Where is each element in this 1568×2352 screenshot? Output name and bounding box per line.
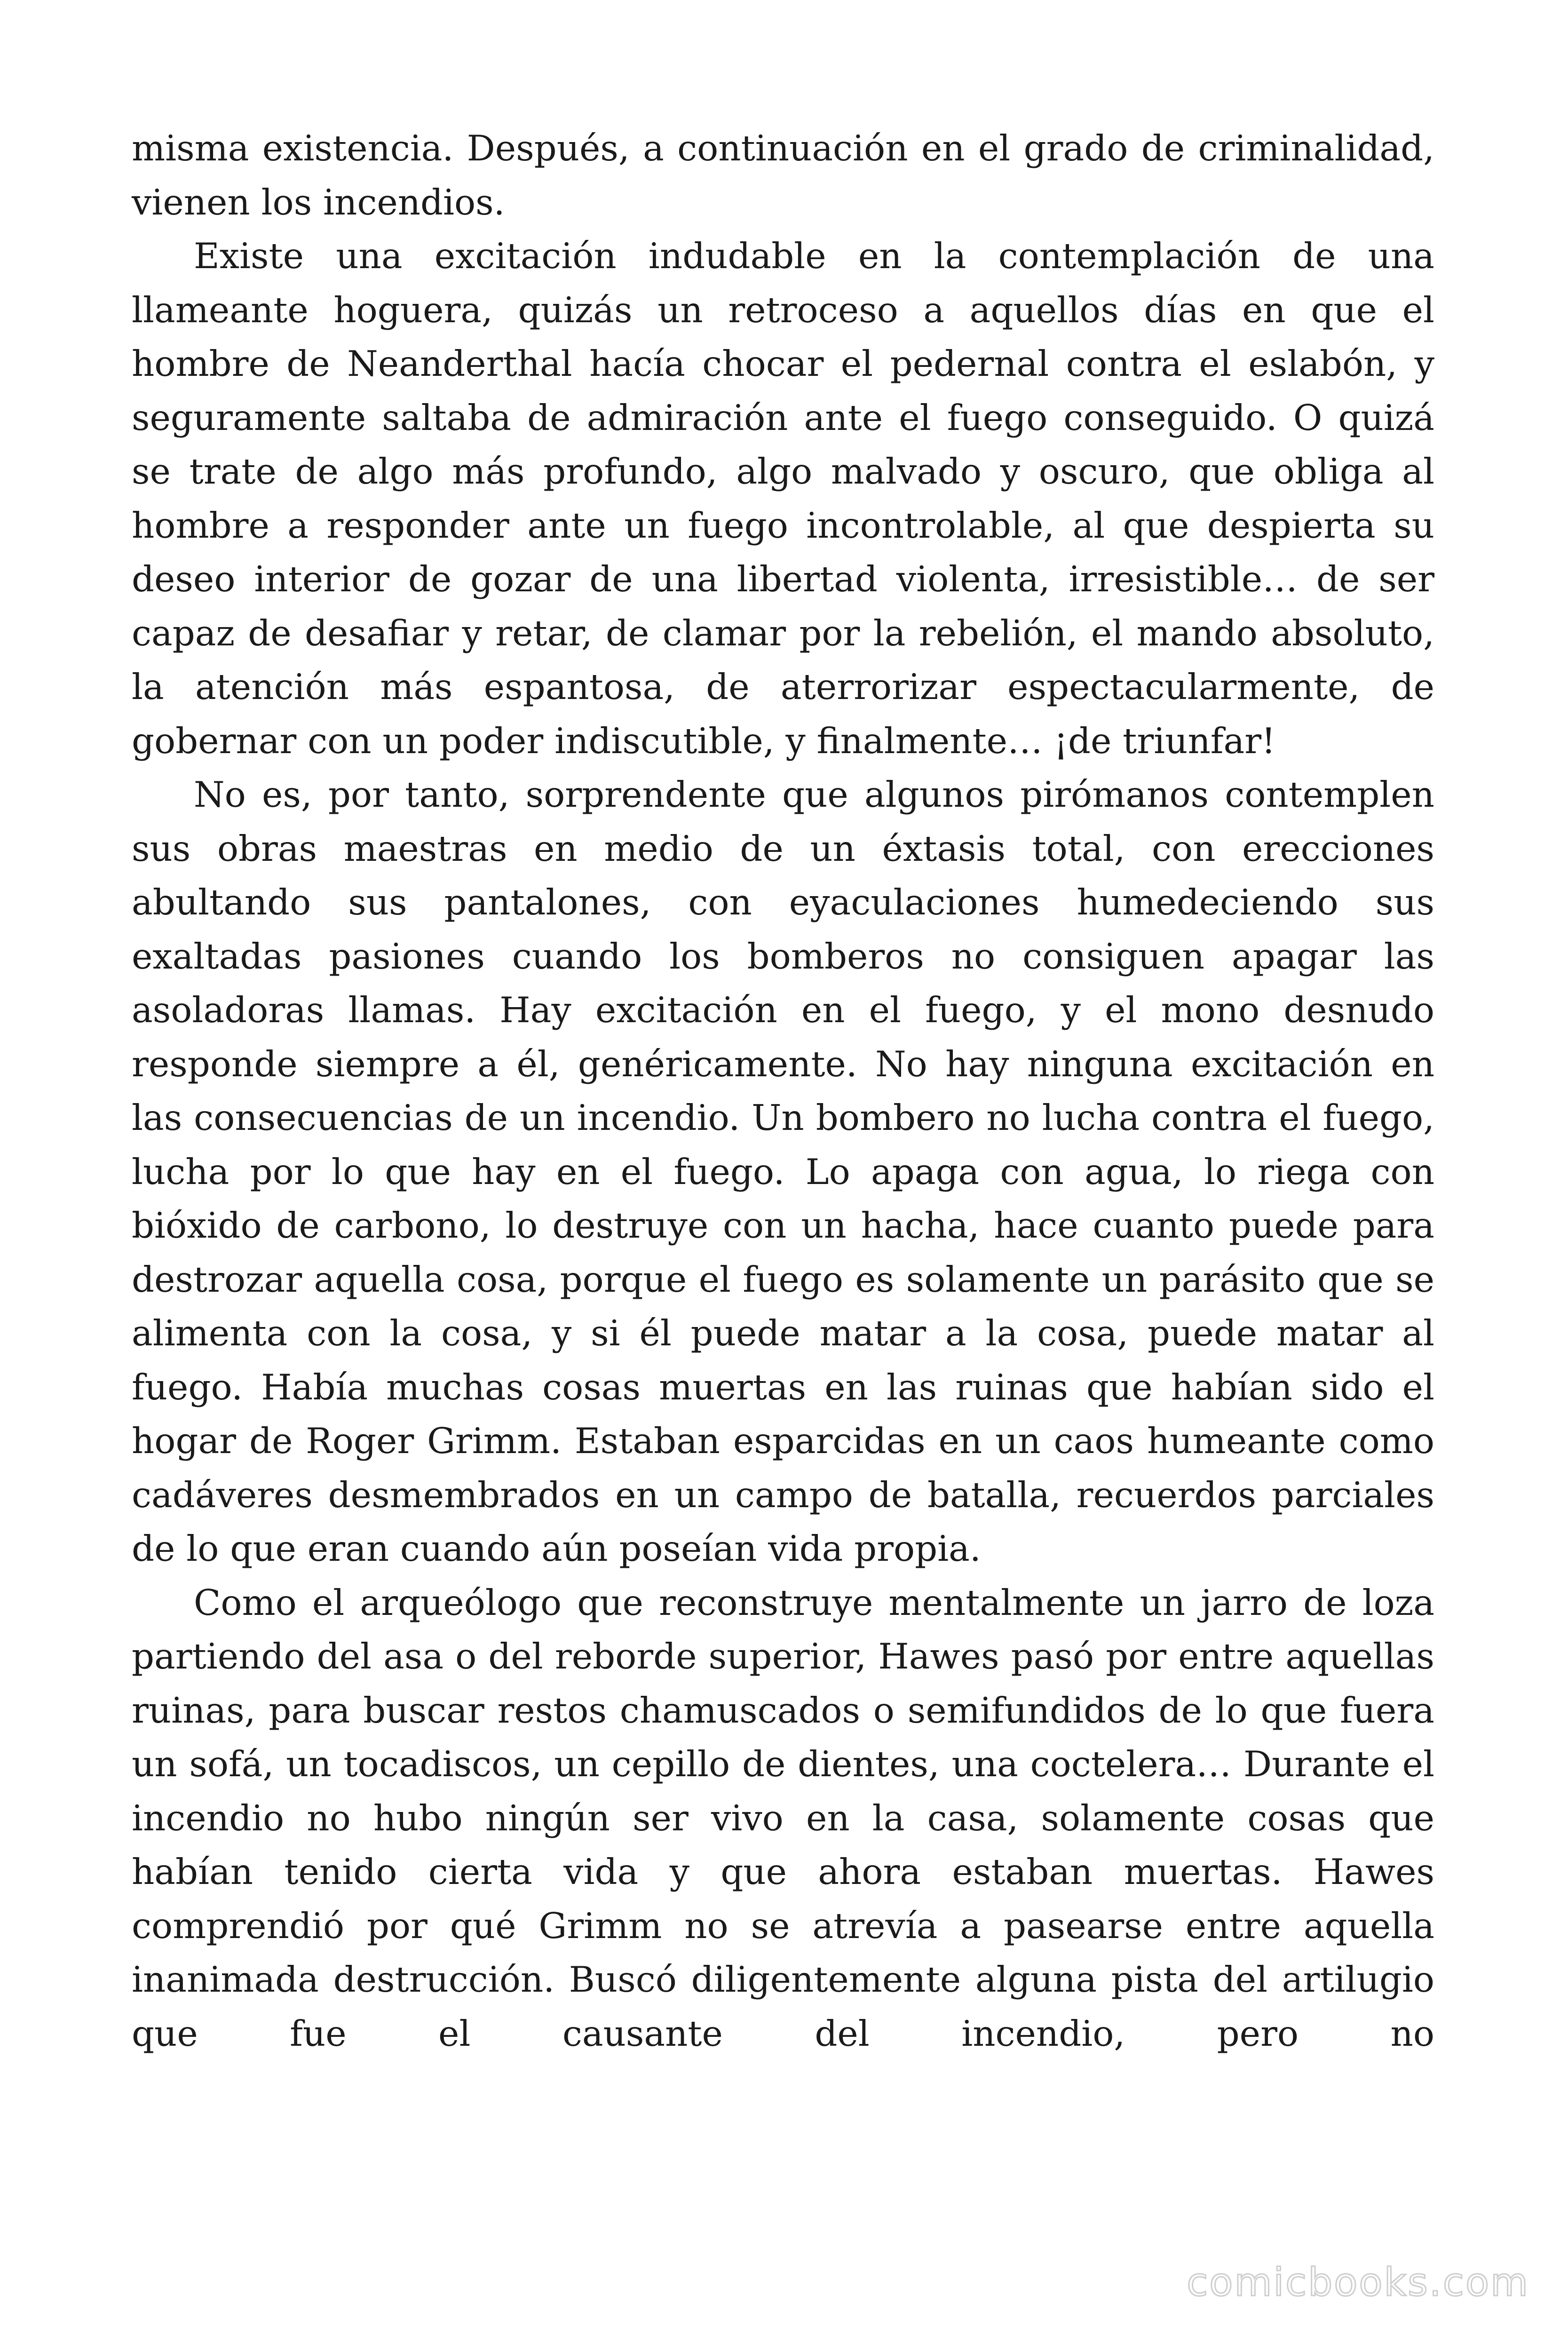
paragraph-continuation: misma existencia. Después, a continuación en el grado de criminalidad, vienen los incendios. [132,127,1434,223]
watermark-logo: comicbooks.com [1187,2260,1529,2305]
paragraph-pyromaniacs: No es, por tanto, sorprendente que algunos pirómanos contemplen sus obras maestras en medio de un éxtasis total, con erecciones abultando sus pantalones, con eyaculaciones humedeciendo sus exaltadas pasiones cuando los bomberos no consiguen apagar las asoladoras llamas. Hay excitación en el fuego, y el mono desnudo responde siempre a él, genéricamente. No hay ninguna excitación en las consecuencias de un incendio. Un bombero no lucha contra el fuego, lucha por lo que hay en el fuego. Lo apaga con agua, lo riega con bióxido de carbono, lo destruye con un hacha, hace cuanto puede para destrozar aquella cosa, porque el fuego es solamente un parásito que se alimenta con la cosa, y si él puede matar a la cosa, puede matar al fuego. Había muchas cosas muertas en las ruinas que habían sido el hogar de Roger Grimm. Estaban esparcidas en un caos humeante como cadáveres desmembrados en un campo de batalla, recuerdos parciales de lo que eran cuando aún poseían vida propia. [132,774,1434,1569]
book-page [132,121,1434,2210]
paragraph-excitement-of-fire: Existe una excitación indudable en la contemplación de una llameante hoguera, quizás un retroceso a aquellos días en que el hombre de Neanderthal hacía chocar el pedernal contra el eslabón, y seguramente saltaba de admiración ante el fuego conseguido. O quizá se trate de algo más profundo, algo malvado y oscuro, que obliga al hombre a responder ante un fuego incontrolable, al que despierta su deseo interior de gozar de una libertad violenta, irresistible… de ser capaz de desafiar y retar, de clamar por la rebelión, el mando absoluto, la atención más espantosa, de aterrorizar espectacularmente, de gobernar con un poder indiscutible, y finalmente… ¡de triunfar! [132,235,1434,762]
paragraph-hawes-ruins: Como el arqueólogo que reconstruye mentalmente un jarro de loza partiendo del asa o del reborde superior, Hawes pasó por entre aquellas ruinas, para buscar restos chamuscados o semifundidos de lo que fuera un sofá, un tocadiscos, un cepillo de dientes, una coctelera… Durante el incendio no hubo ningún ser vivo en la casa, solamente cosas que habían tenido cierta vida y que ahora estaban muertas. Hawes comprendió por qué Grimm no se atrevía a pasearse entre aquella inanimada destrucción. Buscó diligentemente alguna pista del artilugio que fue el causante del incendio, pero no [132,1581,1434,2054]
